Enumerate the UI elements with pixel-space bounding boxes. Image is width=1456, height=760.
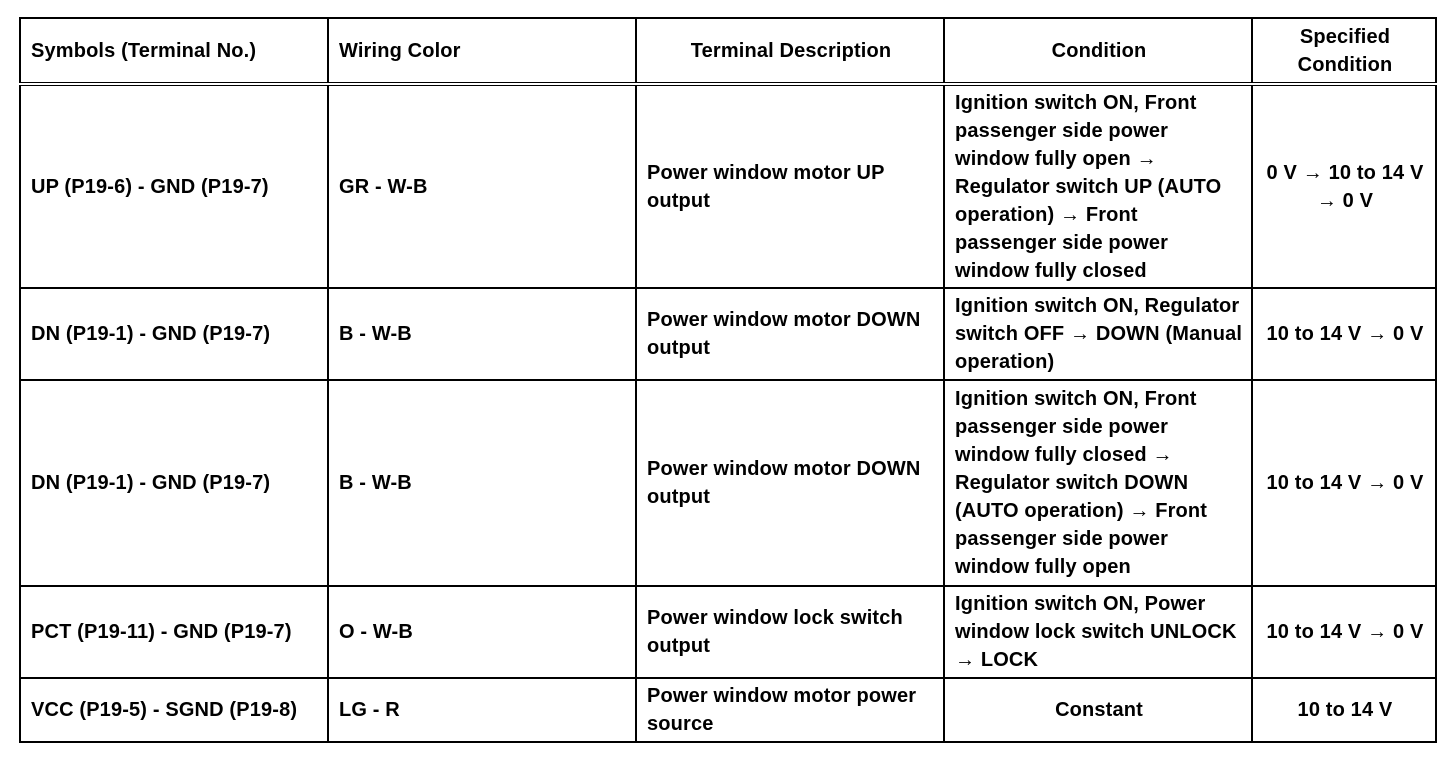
cell-terminal-description: Power window motor DOWN output	[636, 288, 944, 380]
cell-condition: Ignition switch ON, Front passenger side power window fully closed → Regulator switch DOWN (AUTO operation) → Front passenger side power window fully open	[944, 380, 1252, 586]
table-row	[20, 84, 1436, 288]
cell-condition: Ignition switch ON, Front passenger side power window fully open → Regulator switch UP (AUTO operation) → Front passenger side power window fully closed	[944, 84, 1252, 288]
cell-wiring-color: GR - W-B	[328, 84, 636, 288]
cell-wiring-color: O - W-B	[328, 586, 636, 678]
cell-condition: Constant	[944, 678, 1252, 742]
cell-condition: Ignition switch ON, Power window lock switch UNLOCK → LOCK	[944, 586, 1252, 678]
cell-wiring-color: LG - R	[328, 678, 636, 742]
terminal-spec-table	[19, 17, 1437, 743]
header-terminal-description: Terminal Description	[636, 18, 944, 84]
header-condition: Condition	[944, 18, 1252, 84]
table-row	[20, 288, 1436, 380]
cell-wiring-color: B - W-B	[328, 288, 636, 380]
cell-specified-condition: 0 V → 10 to 14 V → 0 V	[1252, 84, 1436, 288]
cell-specified-condition: 10 to 14 V → 0 V	[1252, 586, 1436, 678]
table-row	[20, 586, 1436, 678]
table-header-row	[20, 18, 1436, 84]
cell-terminal-description: Power window motor UP output	[636, 84, 944, 288]
cell-symbols: UP (P19-6) - GND (P19-7)	[20, 84, 328, 288]
cell-specified-condition: 10 to 14 V	[1252, 678, 1436, 742]
cell-symbols: DN (P19-1) - GND (P19-7)	[20, 380, 328, 586]
header-symbols: Symbols (Terminal No.)	[20, 18, 328, 84]
table-row	[20, 380, 1436, 586]
cell-specified-condition: 10 to 14 V → 0 V	[1252, 380, 1436, 586]
cell-symbols: DN (P19-1) - GND (P19-7)	[20, 288, 328, 380]
table-row	[20, 678, 1436, 742]
cell-symbols: PCT (P19-11) - GND (P19-7)	[20, 586, 328, 678]
cell-condition: Ignition switch ON, Regulator switch OFF → DOWN (Manual operation)	[944, 288, 1252, 380]
header-wiring-color: Wiring Color	[328, 18, 636, 84]
cell-terminal-description: Power window lock switch output	[636, 586, 944, 678]
cell-specified-condition: 10 to 14 V → 0 V	[1252, 288, 1436, 380]
cell-terminal-description: Power window motor DOWN output	[636, 380, 944, 586]
cell-terminal-description: Power window motor power source	[636, 678, 944, 742]
header-specified-condition: Specified Condition	[1252, 18, 1436, 84]
cell-wiring-color: B - W-B	[328, 380, 636, 586]
cell-symbols: VCC (P19-5) - SGND (P19-8)	[20, 678, 328, 742]
